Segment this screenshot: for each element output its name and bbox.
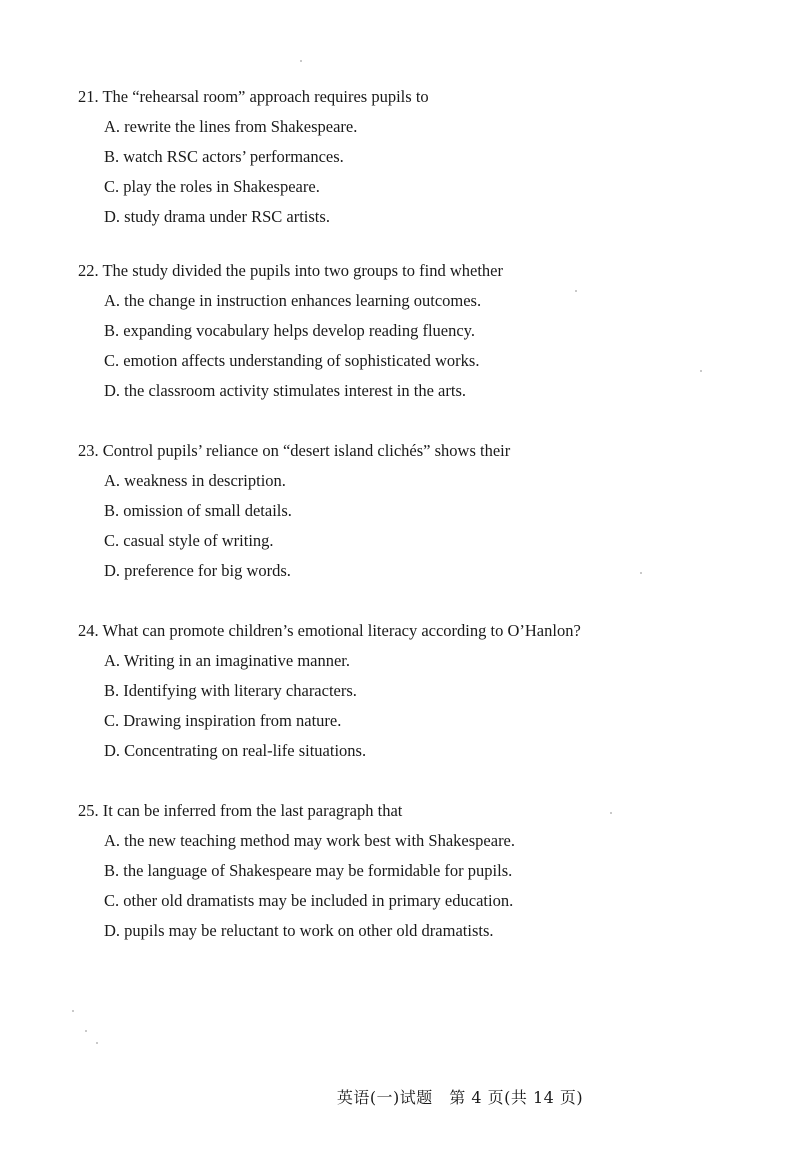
option-a: A. Writing in an imaginative manner. (104, 651, 351, 670)
option-d: D. the classroom activity stimulates interest in the arts. (104, 381, 467, 400)
question-stem: 24. What can promote children’s emotional literacy according to O’Hanlon? (78, 621, 581, 640)
scan-speck (700, 370, 702, 372)
question-stem: 21. The “rehearsal room” approach requires pupils to (78, 87, 429, 106)
scan-speck (610, 812, 612, 814)
scan-speck (575, 290, 577, 292)
option-b: B. Identifying with literary characters. (104, 681, 357, 700)
scan-speck (640, 572, 642, 574)
question-24 (78, 616, 768, 766)
question-22 (78, 256, 768, 406)
question-stem: 23. Control pupils’ reliance on “desert island clichés” shows their (78, 441, 511, 460)
option-c: C. other old dramatists may be included in primary education. (104, 891, 514, 910)
page-footer: 英语(一)试题 第 4 页(共 14 页) (336, 1088, 584, 1107)
option-d: D. study drama under RSC artists. (104, 207, 330, 226)
option-a: A. the new teaching method may work best with Shakespeare. (104, 831, 516, 850)
option-a: A. the change in instruction enhances learning outcomes. (104, 291, 482, 310)
question-stem: 25. It can be inferred from the last paragraph that (78, 801, 403, 820)
scan-speck (300, 60, 302, 62)
option-c: C. emotion affects understanding of sophisticated works. (104, 351, 480, 370)
scan-speck (96, 1042, 98, 1044)
option-a: A. weakness in description. (104, 471, 286, 490)
option-c: C. casual style of writing. (104, 531, 274, 550)
option-b: B. omission of small details. (104, 501, 292, 520)
question-21 (78, 82, 768, 232)
option-b: B. the language of Shakespeare may be formidable for pupils. (104, 861, 513, 880)
option-d: D. pupils may be reluctant to work on other old dramatists. (104, 921, 494, 940)
question-23 (78, 436, 768, 586)
option-c: C. Drawing inspiration from nature. (104, 711, 342, 730)
option-d: D. preference for big words. (104, 561, 291, 580)
option-b: B. expanding vocabulary helps develop reading fluency. (104, 321, 475, 340)
option-d: D. Concentrating on real-life situations. (104, 741, 367, 760)
option-b: B. watch RSC actors’ performances. (104, 147, 344, 166)
scan-speck (85, 1030, 87, 1032)
option-c: C. play the roles in Shakespeare. (104, 177, 320, 196)
option-a: A. rewrite the lines from Shakespeare. (104, 117, 358, 136)
question-stem: 22. The study divided the pupils into two groups to find whether (78, 261, 503, 280)
scan-speck (72, 1010, 74, 1012)
question-25 (78, 796, 768, 946)
